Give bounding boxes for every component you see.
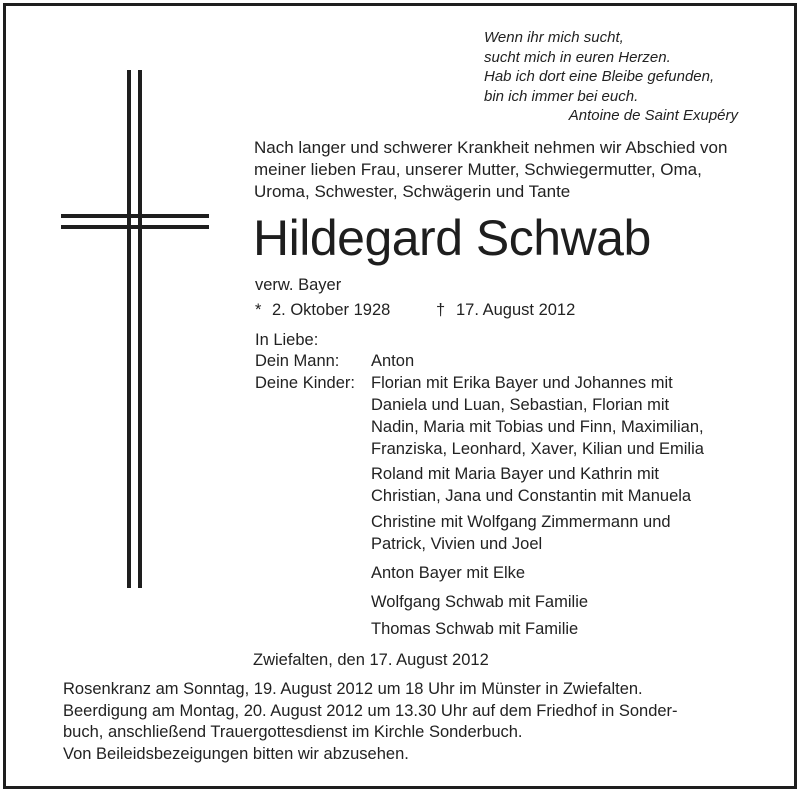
intro-line: Nach langer und schwerer Krankheit nehmen wir Abschied von <box>254 138 728 157</box>
place-date: Zwiefalten, den 17. August 2012 <box>253 651 489 669</box>
cross-icon <box>61 70 209 588</box>
footer-line: Von Beileidsbezeigungen bitten wir abzusehen. <box>63 744 409 763</box>
birth-date: 2. Oktober 1928 <box>272 301 391 319</box>
deceased-name: Hildegard Schwab <box>253 210 651 266</box>
children-group <box>371 511 731 555</box>
intro-text <box>254 137 727 203</box>
children-line: Roland mit Maria Bayer und Kathrin mit <box>371 465 659 483</box>
children-line: Franziska, Leonhard, Xaver, Kilian und Emilia <box>371 440 704 458</box>
death-date: 17. August 2012 <box>456 301 576 319</box>
children-line: Nadin, Maria mit Tobias und Finn, Maximilian, <box>371 418 704 436</box>
poem-line: Hab ich dort eine Bleibe gefunden, <box>484 68 715 85</box>
children-group <box>371 463 731 507</box>
children-group <box>371 618 731 640</box>
maiden-name: verw. Bayer <box>255 276 342 294</box>
footer-line: Rosenkranz am Sonntag, 19. August 2012 um 18 Uhr im Münster in Zwiefalten. <box>63 680 643 698</box>
children-line: Wolfgang Schwab mit Familie <box>371 593 589 611</box>
husband-label: Dein Mann: <box>255 352 340 370</box>
children-line: Patrick, Vivien und Joel <box>371 535 543 553</box>
children-group <box>371 372 731 460</box>
children-line: Christine mit Wolfgang Zimmermann und <box>371 513 671 531</box>
children-line: Daniela und Luan, Sebastian, Florian mit <box>371 396 670 414</box>
poem <box>484 28 738 126</box>
children-line: Florian mit Erika Bayer und Johannes mit <box>371 374 673 392</box>
children-label: Deine Kinder: <box>255 374 355 392</box>
death-symbol: † <box>436 301 446 319</box>
birth-symbol: * <box>255 301 262 319</box>
children-group <box>371 591 731 613</box>
children-line: Anton Bayer mit Elke <box>371 564 526 582</box>
poem-line: sucht mich in euren Herzen. <box>484 48 671 66</box>
footer-line: buch, anschließend Trauergottesdienst im Kirchle Sonderbuch. <box>63 723 523 741</box>
footer-line: Beerdigung am Montag, 20. August 2012 um 13.30 Uhr auf dem Friedhof in Sonder- <box>63 701 678 720</box>
poem-line: bin ich immer bei euch. <box>484 87 639 105</box>
poem-line: Wenn ihr mich sucht, <box>484 29 624 46</box>
service-info <box>63 679 678 765</box>
poem-author: Antoine de Saint Exupéry <box>568 107 738 124</box>
husband-name: Anton <box>371 352 415 370</box>
mourners-heading: In Liebe: <box>255 331 319 349</box>
intro-line: meiner lieben Frau, unserer Mutter, Schwiegermutter, Oma, <box>254 160 702 179</box>
children-line: Christian, Jana und Constantin mit Manuela <box>371 487 692 505</box>
intro-line: Uroma, Schwester, Schwägerin und Tante <box>254 182 571 201</box>
children-line: Thomas Schwab mit Familie <box>371 620 579 638</box>
children-group <box>371 562 731 584</box>
